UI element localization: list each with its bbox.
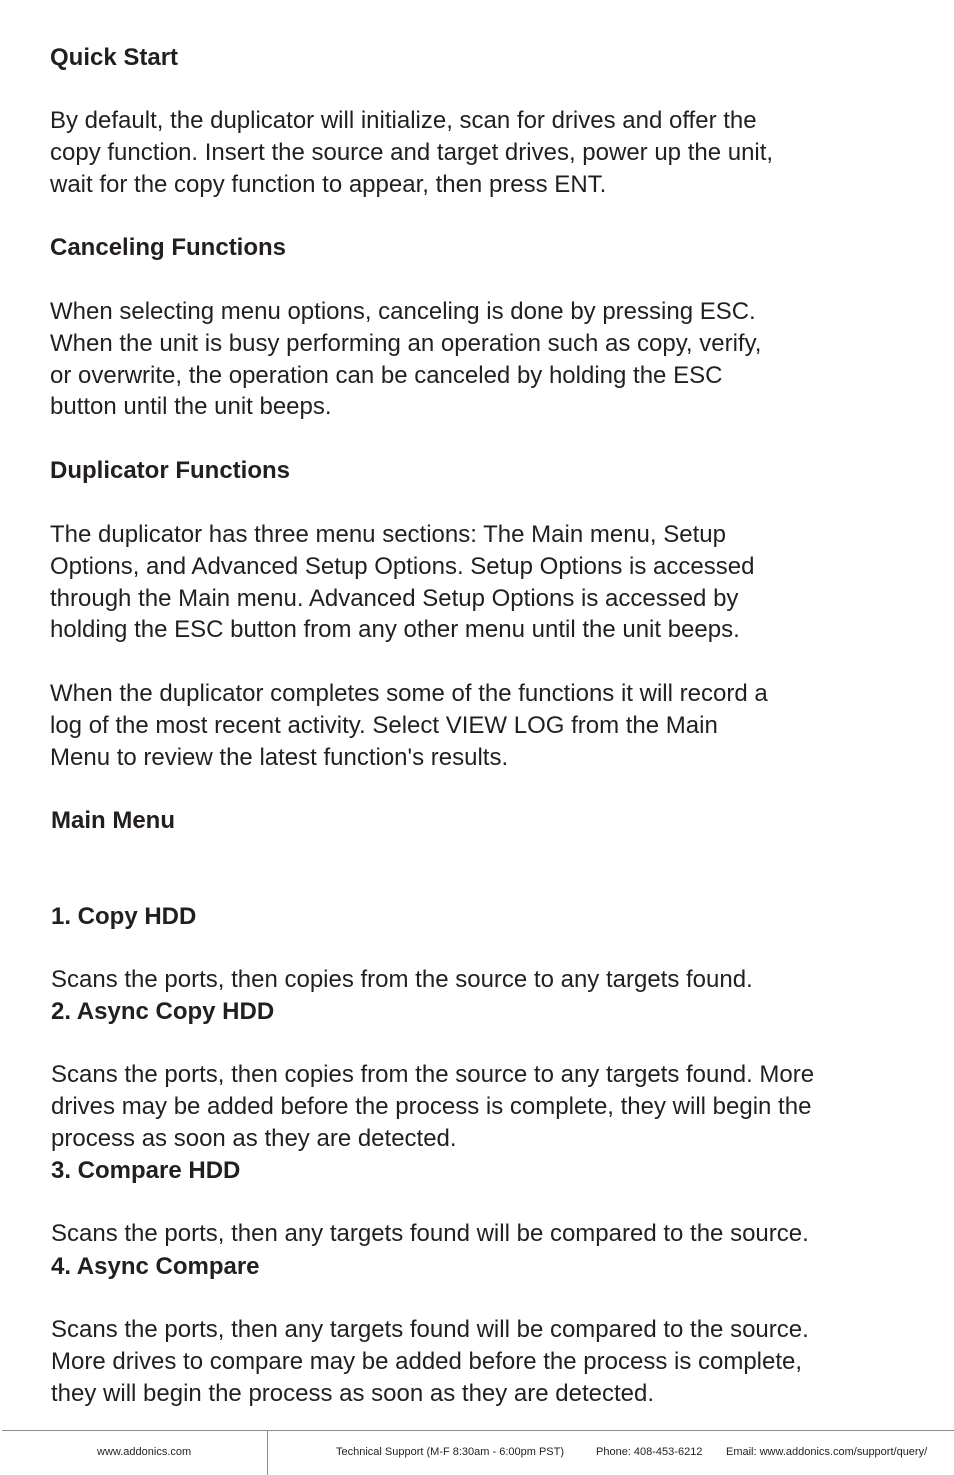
footer-divider xyxy=(2,1430,954,1431)
duplicator-functions-heading: Duplicator Functions xyxy=(50,457,290,484)
menu-item-async-compare xyxy=(51,1219,931,1410)
canceling-heading: Canceling Functions xyxy=(50,234,287,261)
quick-start-heading: Quick Start xyxy=(50,44,179,71)
main-menu-heading: Main Menu xyxy=(51,807,175,834)
footer-support: Technical Support (M-F 8:30am - 6:00pm PST) xyxy=(336,1446,565,1458)
menu-item-title: 4. Async Compare xyxy=(51,1252,260,1280)
footer-separator xyxy=(267,1431,268,1475)
menu-item-title: 1. Copy HDD xyxy=(51,902,197,930)
menu-item-desc: Scans the ports, then copies from the source to any targets found. xyxy=(51,966,753,994)
menu-item-title: 2. Async Copy HDD xyxy=(51,997,275,1025)
menu-item-desc: Scans the ports, then copies from the source to any targets found. More drives may be added before the process is complete, they will begin the process as soon as they are detected. xyxy=(51,1061,815,1152)
menu-item-desc: Scans the ports, then any targets found will be compared to the source. More drives to compare may be added before the process is complete, they will begin the process as soon as they are detected. xyxy=(51,1316,809,1407)
footer-phone: Phone: 408-453-6212 xyxy=(596,1446,703,1458)
duplicator-functions-body-2: When the duplicator completes some of the functions it will record a log of the most recent activity. Select VIEW LOG from the Main Menu to review the latest function's results. xyxy=(50,680,768,771)
quick-start-body: By default, the duplicator will initialize, scan for drives and offer the copy function. Insert the source and target drives, power up the unit, wait for the copy function to appear, then press ENT. xyxy=(50,107,774,198)
footer-website: www.addonics.com xyxy=(97,1446,192,1458)
menu-item-title: 3. Compare HDD xyxy=(51,1156,241,1184)
footer-email: Email: www.addonics.com/support/query/ xyxy=(726,1446,928,1458)
canceling-body: When selecting menu options, canceling is done by pressing ESC. When the unit is busy performing an operation such as copy, verify, or overwrite, the operation can be canceled by holding the ESC button until the unit beeps. xyxy=(50,298,762,421)
menu-item-desc: Scans the ports, then any targets found will be compared to the source. xyxy=(51,1220,809,1248)
duplicator-functions-body-1: The duplicator has three menu sections: The Main menu, Setup Options, and Advanced Setup Options. Setup Options is accessed through the Main menu. Advanced Setup Options is accessed by holding the ESC button from any other menu until the unit beeps. xyxy=(50,521,755,644)
